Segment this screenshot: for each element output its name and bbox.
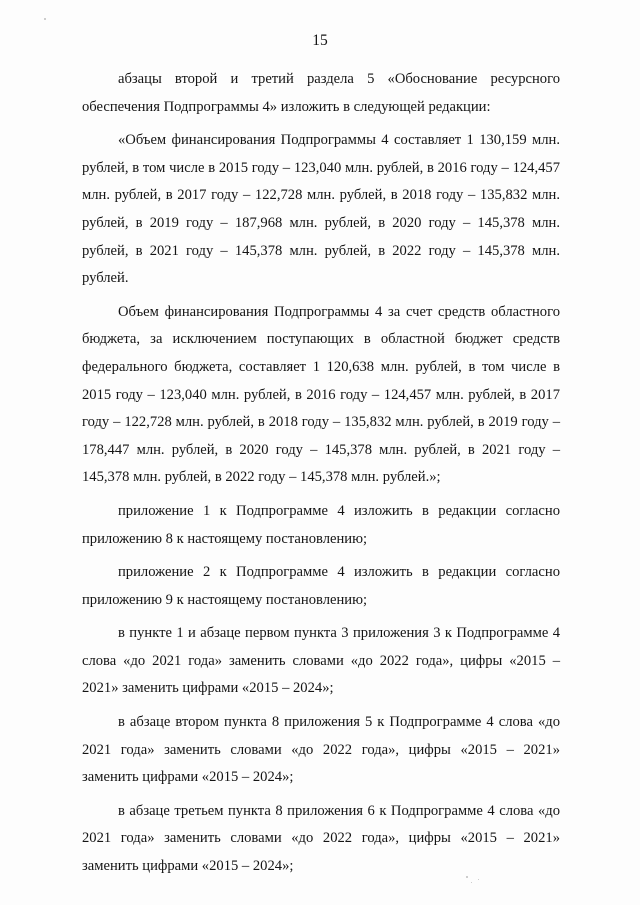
paragraph: в абзаце втором пункта 8 приложения 5 к Подпрограмме 4 слова «до 2021 года» заменить словами «до 2022 года», цифры «2015 – 2021» заменить цифрами «2015 – 2024»; — [82, 714, 560, 786]
paragraph: Объем финансирования Подпрограммы 4 за счет средств областного бюджета, за исключением поступающих в областной бюджет средств федерального бюджета, составляет 1 120,638 млн. рублей, в том числе в 2015 году – 123,040 млн. рублей, в 2016 году – 124,457 млн. рублей, в 2017 году – 122,728 млн. рублей, в 2018 году – 135,832 млн. рублей, в 2019 году – 178,447 млн. рублей, в 2020 году – 145,378 млн. рублей, в 2021 году – 145,378 млн. рублей, в 2022 году – 145,378 млн. рублей.»; — [82, 303, 560, 486]
scan-speck — [478, 879, 479, 880]
document-body — [82, 66, 560, 881]
scan-speck — [466, 876, 468, 878]
paragraph: абзацы второй и третий раздела 5 «Обоснование ресурсного обеспечения Подпрограммы 4» изложить в следующей редакции: — [82, 71, 560, 115]
scan-speck — [471, 882, 472, 883]
paragraph: приложение 2 к Подпрограмме 4 изложить в редакции согласно приложению 9 к настоящему постановлению; — [82, 564, 560, 608]
paragraph: приложение 1 к Подпрограмме 4 изложить в редакции согласно приложению 8 к настоящему постановлению; — [82, 502, 560, 547]
paragraph: в пункте 1 и абзаце первом пункта 3 приложения 3 к Подпрограмме 4 слова «до 2021 года» заменить словами «до 2022 года», цифры «2015 – 2021» заменить цифрами «2015 – 2024»; — [82, 625, 560, 697]
scan-speck — [44, 18, 46, 20]
paragraph: в абзаце третьем пункта 8 приложения 6 к Подпрограмме 4 слова «до 2021 года» заменить словами «до 2022 года», цифры «2015 – 2021» заменить цифрами «2015 – 2024»; — [82, 802, 560, 875]
paragraph: «Объем финансирования Подпрограммы 4 составляет 1 130,159 млн. рублей, в том числе в 2015 году – 123,040 млн. рублей, в 2016 году – 124,457 млн. рублей, в 2017 году – 122,728 млн. рублей, в 2018 году – 135,832 млн. рублей, в 2019 году – 187,968 млн. рублей, в 2020 году – 145,378 млн. рублей, в 2021 году – 145,378 млн. рублей, в 2022 году – 145,378 млн. рублей. — [82, 132, 560, 287]
page-number: 15 — [312, 32, 328, 49]
